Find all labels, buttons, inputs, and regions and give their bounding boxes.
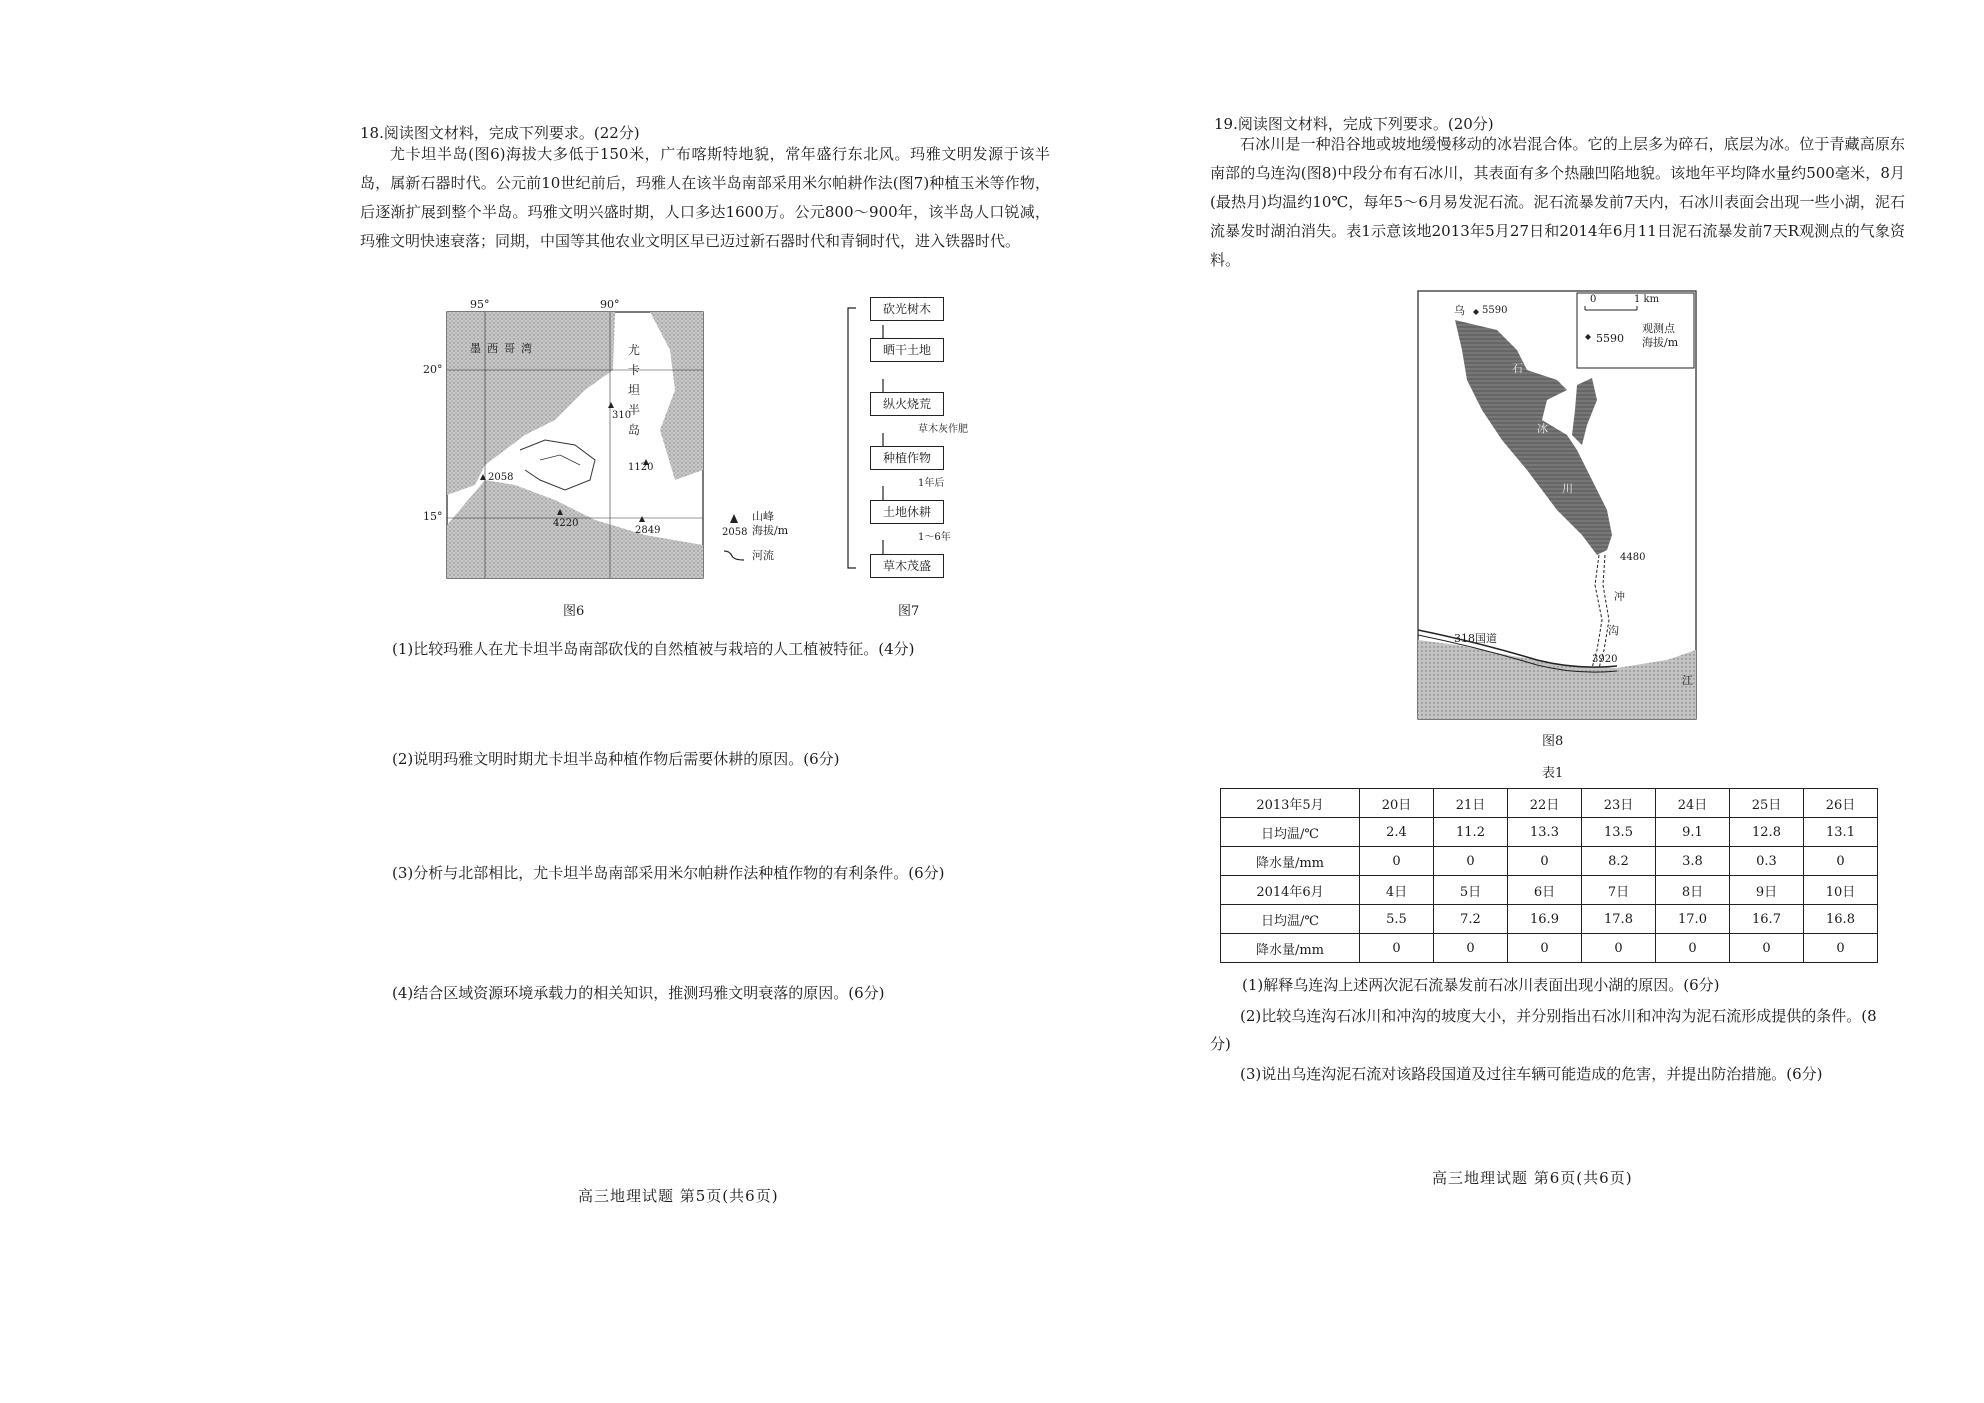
- table-cell: 0: [1804, 934, 1878, 963]
- flow-step-dry-land: 晒干土地: [870, 338, 944, 362]
- table1-caption: 表1: [1542, 766, 1564, 781]
- q19-paragraph: 石冰川是一种沿谷地或坡地缓慢移动的冰岩混合体。它的上层多为碎石，底层为冰。位于青藏高原东南部的乌连沟(图8)中段分布有石冰川，其表面有多个热融凹陷地貌。该地年平均降水量约500毫米，8月(最热月)均温约10℃，每年5～6月易发泥石流。泥石流暴发前7天内，石冰川表面会出现一些小湖，泥石流暴发时湖泊消失。表1示意该地2013年5月27日和2014年6月11日泥石流暴发前7天R观测点的气象资料。: [1210, 135, 1905, 269]
- fig8-glacier-char-2: 冰: [1537, 422, 1548, 435]
- table-cell: 10日: [1804, 876, 1878, 905]
- fig7-caption: 图7: [898, 604, 920, 619]
- q18-question-4: (4)结合区域资源环境承载力的相关知识，推测玛雅文明衰落的原因。(6分): [392, 984, 885, 1002]
- table-cell: 13.5: [1582, 818, 1656, 847]
- fig6-lat-15: 15°: [423, 510, 443, 523]
- q19-title: 19.阅读图文材料，完成下列要求。(20分): [1214, 115, 1494, 133]
- fig6-sea-label: 墨西哥湾: [470, 342, 538, 355]
- table-cell: 8日: [1656, 876, 1730, 905]
- table-row-header: 2013年5月: [1221, 789, 1360, 818]
- peak-legend-icon: [728, 512, 740, 524]
- table-cell: 22日: [1508, 789, 1582, 818]
- q18-question-3: (3)分析与北部相比，尤卡坦半岛南部采用米尔帕耕作法种植作物的有利条件。(6分): [392, 864, 945, 882]
- fig8-station-label: 乌: [1454, 304, 1465, 317]
- table-row-header: 降水量/mm: [1221, 847, 1360, 876]
- table-cell: 0: [1360, 847, 1434, 876]
- fig6-caption: 图6: [563, 604, 585, 619]
- table-cell: 16.9: [1508, 905, 1582, 934]
- table-cell: 25日: [1730, 789, 1804, 818]
- flow-note-1yr: 1年后: [918, 478, 945, 489]
- fig8-gully-char-1: 冲: [1614, 590, 1625, 603]
- fig6-lon-95: 95°: [470, 298, 490, 311]
- q19-question-2: (2)比较乌连沟石冰川和冲沟的坡度大小，并分别指出石冰川和冲沟为泥石流形成提供的条件。(8分): [1210, 1007, 1877, 1053]
- table-cell: 3.8: [1656, 847, 1730, 876]
- table-row-header: 日均温/℃: [1221, 818, 1360, 847]
- table-cell: 20日: [1360, 789, 1434, 818]
- table1: [1220, 788, 1878, 963]
- table-cell: 6日: [1508, 876, 1582, 905]
- table-cell: 21日: [1434, 789, 1508, 818]
- fig8-glacier-char-1: 石: [1512, 362, 1523, 375]
- table-cell: 24日: [1656, 789, 1730, 818]
- table-cell: 0: [1508, 847, 1582, 876]
- fig8-gully-char-2: 沟: [1608, 624, 1619, 637]
- flow-step-burn: 纵火烧荒: [870, 392, 944, 416]
- table-cell: 0: [1360, 934, 1434, 963]
- table-cell: 5.5: [1360, 905, 1434, 934]
- flow-step-fallow: 土地休耕: [870, 500, 944, 524]
- fig6-peninsula-label: 尤 卡 坦 半 岛: [628, 343, 641, 437]
- table-cell: 17.0: [1656, 905, 1730, 934]
- river-legend-icon: [722, 548, 748, 562]
- fig8-map: [1417, 290, 1697, 720]
- table-cell: 26日: [1804, 789, 1878, 818]
- fig6-legend-peak-unit: 海拔/m: [752, 524, 789, 537]
- table-cell: 0.3: [1730, 847, 1804, 876]
- table-cell: 4日: [1360, 876, 1434, 905]
- q18-title: 18.阅读图文材料，完成下列要求。(22分): [360, 124, 640, 142]
- table-cell: 9.1: [1656, 818, 1730, 847]
- right-page: [992, 0, 1984, 1403]
- table-row-header: 降水量/mm: [1221, 934, 1360, 963]
- q19-question-3: (3)说出乌连沟泥石流对该路段国道及过往车辆可能造成的危害，并提出防治措施。(6分): [1240, 1065, 1823, 1083]
- fig8-legend-station: 观测点: [1642, 322, 1675, 335]
- fig8-elev-5590: 5590: [1482, 305, 1508, 316]
- flow-step-lush: 草木茂盛: [870, 554, 944, 578]
- table-cell: 23日: [1582, 789, 1656, 818]
- flow-note-1-6yr: 1～6年: [918, 532, 951, 543]
- fig6-elev-2058: 2058: [488, 472, 514, 483]
- table-cell: 0: [1434, 847, 1508, 876]
- table-row: [1221, 789, 1878, 818]
- fig6-legend-peak-value: 2058: [722, 527, 748, 538]
- fig8-legend-value: 5590: [1596, 332, 1624, 345]
- fig8-road-label: 318国道: [1454, 632, 1497, 645]
- table-cell: 13.3: [1508, 818, 1582, 847]
- fig8-elev-4480: 4480: [1620, 552, 1646, 563]
- q18-question-1: (1)比较玛雅人在尤卡坦半岛南部砍伐的自然植被与栽培的人工植被特征。(4分): [392, 640, 915, 658]
- table-row-header: 日均温/℃: [1221, 905, 1360, 934]
- table-cell: 0: [1508, 934, 1582, 963]
- table-cell: 5日: [1434, 876, 1508, 905]
- table-cell: 9日: [1730, 876, 1804, 905]
- fig6-elev-2849: 2849: [635, 525, 661, 536]
- table-row: [1221, 934, 1878, 963]
- flow-note-ash: 草木灰作肥: [918, 424, 968, 435]
- table-row-header: 2014年6月: [1221, 876, 1360, 905]
- table-cell: 11.2: [1434, 818, 1508, 847]
- q19-question-1: (1)解释乌连沟上述两次泥石流暴发前石冰川表面出现小湖的原因。(6分): [1242, 976, 1720, 994]
- table-cell: 8.2: [1582, 847, 1656, 876]
- fig6-elev-1120: 1120: [628, 462, 654, 473]
- table-cell: 7日: [1582, 876, 1656, 905]
- fig6-legend-river: 河流: [752, 549, 774, 562]
- table-cell: 17.8: [1582, 905, 1656, 934]
- table-cell: 0: [1804, 847, 1878, 876]
- q18-paragraph: 尤卡坦半岛(图6)海拔大多低于150米，广布喀斯特地貌，常年盛行东北风。玛雅文明发源于该半岛，属新石器时代。公元前10世纪前后，玛雅人在该半岛南部采用米尔帕耕作法(图7)种植玉米等作物，后逐渐扩展到整个半岛。玛雅文明兴盛时期，人口多达1600万。公元800～900年，该半岛人口锐减，玛雅文明快速衰落；同期，中国等其他农业文明区早已迈过新石器时代和青铜时代，进入铁器时代。: [360, 145, 1050, 250]
- table-cell: 0: [1434, 934, 1508, 963]
- fig8-scale-0: 0: [1590, 294, 1597, 305]
- flow-step-plant: 种植作物: [870, 446, 944, 470]
- flow-step-cut-trees: 砍光树木: [870, 297, 944, 321]
- table-cell: 13.1: [1804, 818, 1878, 847]
- fig8-scale-1km: 1 km: [1634, 294, 1660, 305]
- table-cell: 16.8: [1804, 905, 1878, 934]
- table-row: [1221, 876, 1878, 905]
- table-cell: 16.7: [1730, 905, 1804, 934]
- fig8-legend-unit: 海拔/m: [1642, 336, 1679, 349]
- right-footer: 高三地理试题 第6页(共6页): [1432, 1169, 1633, 1187]
- q18-question-2: (2)说明玛雅文明时期尤卡坦半岛种植作物后需要休耕的原因。(6分): [392, 750, 840, 768]
- fig6-legend-peak-label: 山峰: [752, 510, 774, 523]
- fig6-lon-90: 90°: [600, 298, 620, 311]
- table-row: [1221, 905, 1878, 934]
- fig8-glacier-char-3: 川: [1562, 482, 1573, 495]
- table-cell: 0: [1656, 934, 1730, 963]
- table-cell: 0: [1582, 934, 1656, 963]
- fig6-elev-310: 310: [612, 410, 632, 421]
- table-cell: 7.2: [1434, 905, 1508, 934]
- table-row: [1221, 818, 1878, 847]
- table-cell: 12.8: [1730, 818, 1804, 847]
- table-cell: 2.4: [1360, 818, 1434, 847]
- fig6-elev-4220: 4220: [553, 518, 579, 529]
- fig6-lat-20: 20°: [423, 363, 443, 376]
- table-row: [1221, 847, 1878, 876]
- fig8-elev-3920: 3920: [1592, 654, 1618, 665]
- left-footer: 高三地理试题 第5页(共6页): [578, 1187, 779, 1205]
- table-cell: 0: [1730, 934, 1804, 963]
- fig8-river-label: 江: [1682, 674, 1693, 687]
- fig8-caption: 图8: [1542, 734, 1564, 749]
